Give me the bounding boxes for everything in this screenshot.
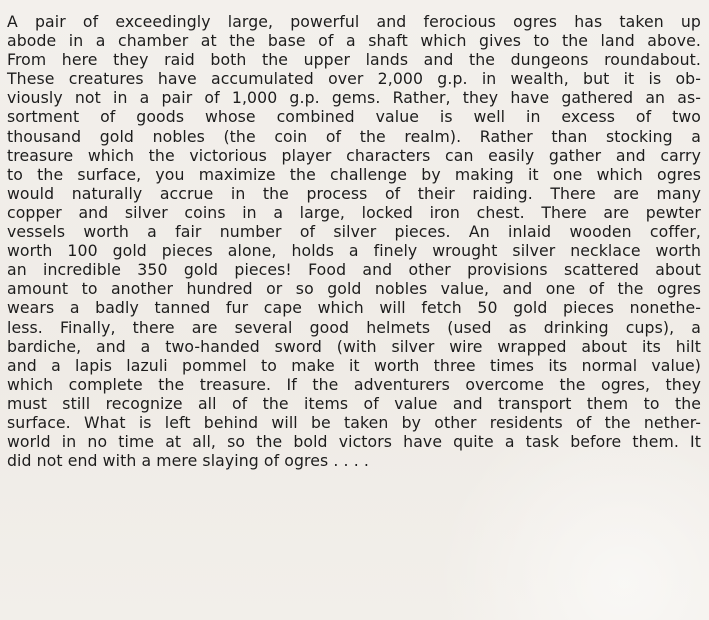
text-line-3: From here they raid both the upper lands and the dungeons roundabout. bbox=[7, 50, 701, 70]
text-line-14: an incredible 350 gold pieces! Food and other provisions scattered about bbox=[7, 260, 701, 280]
text-line-9: to the surface, you maximize the challenge by making it one which ogres bbox=[7, 164, 701, 184]
text-line-13: worth 100 gold pieces alone, holds a finely wrought silver necklace worth bbox=[7, 241, 701, 261]
text-line-10: would naturally accrue in the process of their raiding. There are many bbox=[7, 183, 701, 203]
text-line-5: viously not in a pair of 1,000 g.p. gems. Rather, they have gathered an as- bbox=[7, 88, 701, 108]
text-line-11: copper and silver coins in a large, locked iron chest. There are pewter bbox=[7, 202, 701, 222]
text-line-21: must still recognize all of the items of value and transport them to the bbox=[7, 393, 701, 413]
text-line-23: world in no time at all, so the bold victors have quite a task before them. It bbox=[7, 432, 701, 452]
text-line-1: A pair of exceedingly large, powerful and ferocious ogres has taken up bbox=[7, 12, 701, 31]
text-line-7: thousand gold nobles (the coin of the realm). Rather than stocking a bbox=[7, 126, 701, 146]
text-line-15: amount to another hundred or so gold nobles value, and one of the ogres bbox=[7, 279, 701, 299]
paragraph-ogres-treasure bbox=[7, 12, 701, 470]
text-line-24: did not end with a mere slaying of ogres . . . . bbox=[7, 451, 369, 471]
text-line-12: vessels worth a fair number of silver pieces. An inlaid wooden coffer, bbox=[7, 222, 701, 242]
text-line-6: sortment of goods whose combined value is well in excess of two bbox=[7, 107, 701, 127]
text-line-2: abode in a chamber at the base of a shaft which gives to the land above. bbox=[7, 31, 701, 51]
text-line-18: bardiche, and a two-handed sword (with silver wire wrapped about its hilt bbox=[7, 336, 701, 356]
text-line-17: less. Finally, there are several good helmets (used as drinking cups), a bbox=[7, 317, 701, 337]
text-line-19: and a lapis lazuli pommel to make it worth three times its normal value) bbox=[7, 355, 701, 375]
text-line-20: which complete the treasure. If the adventurers overcome the ogres, they bbox=[7, 374, 701, 394]
text-line-4: These creatures have accumulated over 2,000 g.p. in wealth, but it is ob- bbox=[7, 69, 701, 89]
text-line-22: surface. What is left behind will be taken by other residents of the nether- bbox=[7, 412, 701, 432]
text-line-8: treasure which the victorious player characters can easily gather and carry bbox=[7, 145, 701, 165]
text-line-16: wears a badly tanned fur cape which will fetch 50 gold pieces nonethe- bbox=[7, 298, 701, 318]
